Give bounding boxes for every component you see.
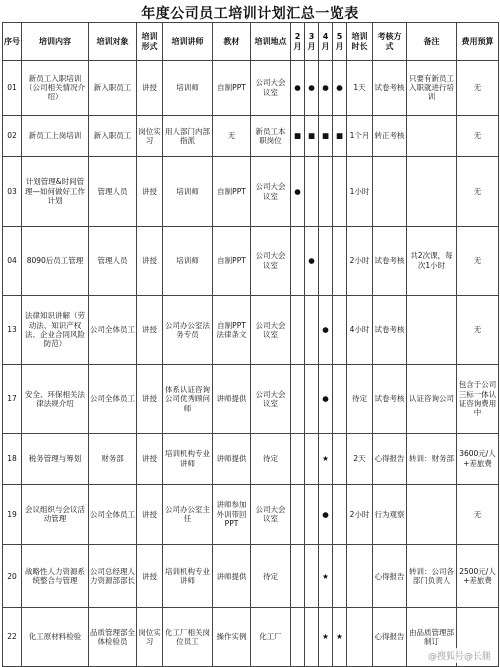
cell-note <box>407 115 457 157</box>
cell-place: 公司大会议室 <box>251 484 291 545</box>
cell-budget: 3600元/人+差旅费 <box>457 434 499 484</box>
cell-trainer: 用人部门内部指派 <box>163 115 213 157</box>
cell-note: 转训：公司各部门负责人 <box>407 545 457 608</box>
cell-content: 安全、环保相关法律法规介绍 <box>22 365 89 434</box>
cell-duration <box>347 545 373 608</box>
cell-duration: 2小时 <box>347 226 373 295</box>
schedule-mark-cell <box>291 545 305 608</box>
table-row <box>3 365 499 434</box>
table-row <box>3 545 499 608</box>
cell-content: 会议组织与会议活动管理 <box>22 484 89 545</box>
cell-trainer: 公司办公室主任 <box>163 484 213 545</box>
schedule-mark-cell <box>333 295 347 364</box>
cell-exam: 试卷考核 <box>373 295 407 364</box>
cell-no: 01 <box>3 61 22 116</box>
schedule-mark-cell: ● <box>319 61 333 116</box>
cell-duration: 4小时 <box>347 295 373 364</box>
table-row <box>3 115 499 157</box>
cell-content: 税务管理与筹划 <box>22 434 89 484</box>
cell-target: 公司总经理人力资源部部长 <box>89 545 137 608</box>
cell-duration: 1天 <box>347 61 373 116</box>
cell-exam: 心得报告 <box>373 608 407 667</box>
cell-material: 讲师提供 <box>213 545 251 608</box>
cell-form: 讲授 <box>137 545 163 608</box>
cell-place: 待定 <box>251 434 291 484</box>
cell-no: 20 <box>3 545 22 608</box>
cell-trainer: 培训师 <box>163 157 213 226</box>
schedule-mark-cell: ● <box>291 61 305 116</box>
table-row <box>3 61 499 116</box>
table-row <box>3 484 499 545</box>
cell-form: 讲授 <box>137 157 163 226</box>
schedule-mark-cell: ★ <box>319 545 333 608</box>
cell-exam: 转正考核 <box>373 115 407 157</box>
cell-content: 战略性人力资源系统整合与管理 <box>22 545 89 608</box>
column-header: 2月 <box>291 23 305 61</box>
schedule-mark-cell <box>333 484 347 545</box>
column-header: 培训时长 <box>347 23 373 61</box>
table-row <box>3 157 499 226</box>
cell-duration: 1个月 <box>347 115 373 157</box>
cell-material: 自制PPT <box>213 226 251 295</box>
column-header: 培训地点 <box>251 23 291 61</box>
cell-content: 计划管理&时间管理—如何做好工作计划 <box>22 157 89 226</box>
cell-exam <box>373 157 407 226</box>
schedule-mark-cell <box>305 545 319 608</box>
cell-form: 岗位实习 <box>137 115 163 157</box>
schedule-mark-cell <box>319 226 333 295</box>
cell-budget: 无 <box>457 226 499 295</box>
column-header: 3月 <box>305 23 319 61</box>
schedule-mark-cell <box>291 484 305 545</box>
schedule-mark-cell <box>333 545 347 608</box>
schedule-mark-cell <box>333 157 347 226</box>
schedule-mark-cell <box>291 365 305 434</box>
column-header: 培训讲师 <box>163 23 213 61</box>
cell-duration: 2天 <box>347 434 373 484</box>
cell-no: 04 <box>3 226 22 295</box>
cell-budget: 无 <box>457 157 499 226</box>
cell-note: 只要有新员工入职就进行培训 <box>407 61 457 116</box>
schedule-mark-cell <box>291 608 305 667</box>
cell-exam: 试卷考核 <box>373 226 407 295</box>
schedule-mark-cell: ● <box>305 226 319 295</box>
cell-content: 法律知识讲解（劳动法、知识产权法、企业合同风险防范） <box>22 295 89 364</box>
cell-target: 新入职员工 <box>89 115 137 157</box>
schedule-mark-cell <box>305 295 319 364</box>
cell-form: 讲授 <box>137 295 163 364</box>
cell-note: 共2次课，每次1小时 <box>407 226 457 295</box>
column-header: 5月 <box>333 23 347 61</box>
cell-trainer: 公司办公室法务专员 <box>163 295 213 364</box>
cell-material: 讲师参加外训带回PPT <box>213 484 251 545</box>
schedule-mark-cell <box>333 365 347 434</box>
cell-form: 讲授 <box>137 434 163 484</box>
schedule-mark-cell <box>305 157 319 226</box>
column-header: 培训形式 <box>137 23 163 61</box>
cell-duration: 1小时 <box>347 157 373 226</box>
cell-form: 讲授 <box>137 484 163 545</box>
cell-note <box>407 157 457 226</box>
cell-material: 讲师提供 <box>213 365 251 434</box>
schedule-mark-cell <box>333 226 347 295</box>
cell-budget: 无 <box>457 61 499 116</box>
column-header: 序号 <box>3 23 22 61</box>
cell-no: 02 <box>3 115 22 157</box>
schedule-mark-cell: ■ <box>333 115 347 157</box>
cell-trainer: 培训师 <box>163 226 213 295</box>
cell-budget: 无 <box>457 295 499 364</box>
table-row <box>3 226 499 295</box>
cell-duration: 2小时 <box>347 484 373 545</box>
cell-content: 化工原材料检验 <box>22 608 89 667</box>
cell-budget: 2500元/人+差旅费 <box>457 545 499 608</box>
cell-trainer: 培训机构专业讲师 <box>163 434 213 484</box>
schedule-mark-cell <box>305 365 319 434</box>
column-header: 考核方式 <box>373 23 407 61</box>
cell-place: 公司大会议室 <box>251 157 291 226</box>
cell-no: 19 <box>3 484 22 545</box>
schedule-mark-cell <box>305 434 319 484</box>
cell-place: 新员工本职岗位 <box>251 115 291 157</box>
column-header: 备注 <box>407 23 457 61</box>
cell-exam: 行为观察 <box>373 484 407 545</box>
cell-place: 公司大会议室 <box>251 61 291 116</box>
cell-material: 自制PPT <box>213 157 251 226</box>
cell-target: 公司全体员工 <box>89 484 137 545</box>
cell-content: 8090后员工管理 <box>22 226 89 295</box>
schedule-mark-cell: ■ <box>319 115 333 157</box>
schedule-mark-cell: ★ <box>319 608 333 667</box>
cell-material: 自制PPT <box>213 61 251 116</box>
table-row <box>3 295 499 364</box>
schedule-mark-cell <box>291 226 305 295</box>
schedule-mark-cell: ● <box>319 295 333 364</box>
watermark: @搜狐号@长腿 <box>425 648 494 663</box>
schedule-mark-cell <box>291 295 305 364</box>
cell-exam: 试卷考核 <box>373 61 407 116</box>
schedule-mark-cell: ● <box>291 157 305 226</box>
cell-place: 化工厂 <box>251 608 291 667</box>
cell-no: 22 <box>3 608 22 667</box>
cell-place: 待定 <box>251 545 291 608</box>
cell-budget: 包含于公司三标一体认证咨询费用中 <box>457 365 499 434</box>
cell-form: 讲授 <box>137 226 163 295</box>
cell-content: 新员工入职培训（公司相关情况介绍） <box>22 61 89 116</box>
cell-target: 管理人员 <box>89 157 137 226</box>
header-row <box>3 23 499 61</box>
cell-place: 公司大会议室 <box>251 226 291 295</box>
column-header: 培训内容 <box>22 23 89 61</box>
schedule-mark-cell: ● <box>319 484 333 545</box>
schedule-mark-cell: ★ <box>319 434 333 484</box>
schedule-mark-cell: ● <box>305 61 319 116</box>
schedule-mark-cell <box>319 157 333 226</box>
cell-target: 公司全体员工 <box>89 365 137 434</box>
cell-duration: 待定 <box>347 365 373 434</box>
schedule-mark-cell: ■ <box>291 115 305 157</box>
cell-exam: 试卷考核 <box>373 365 407 434</box>
cell-target: 公司全体员工 <box>89 295 137 364</box>
cell-no: 03 <box>3 157 22 226</box>
cell-no: 17 <box>3 365 22 434</box>
cell-duration <box>347 608 373 667</box>
cell-material: 无 <box>213 115 251 157</box>
schedule-mark-cell <box>305 484 319 545</box>
training-plan-table <box>2 22 499 667</box>
cell-target: 新入职员工 <box>89 61 137 116</box>
cell-form: 讲授 <box>137 365 163 434</box>
cell-exam: 心得报告 <box>373 434 407 484</box>
cell-no: 18 <box>3 434 22 484</box>
schedule-mark-cell <box>305 608 319 667</box>
cell-content: 新员工上岗培训 <box>22 115 89 157</box>
table-row <box>3 434 499 484</box>
schedule-mark-cell: ● <box>333 61 347 116</box>
schedule-mark-cell <box>333 434 347 484</box>
cell-place: 公司大会议室 <box>251 295 291 364</box>
cell-material: 操作实例 <box>213 608 251 667</box>
column-header: 培训对象 <box>89 23 137 61</box>
cell-trainer: 培训机构专业讲师 <box>163 545 213 608</box>
cell-note: 由品质管理部制订 <box>407 608 457 667</box>
cell-target: 品质管理部全体检验员 <box>89 608 137 667</box>
cell-material: 自制PPT法律条文 <box>213 295 251 364</box>
cell-target: 管理人员 <box>89 226 137 295</box>
schedule-mark-cell: ★ <box>333 608 347 667</box>
schedule-mark-cell <box>291 434 305 484</box>
page-title: 年度公司员工培训计划汇总一览表 <box>141 6 359 22</box>
column-header: 4月 <box>319 23 333 61</box>
cell-target: 财务部 <box>89 434 137 484</box>
cell-note: 认证咨询公司 <box>407 365 457 434</box>
cell-place: 公司大会议室 <box>251 365 291 434</box>
cell-note <box>407 295 457 364</box>
schedule-mark-cell: ● <box>319 365 333 434</box>
cell-trainer: 化工厂相关岗位员工 <box>163 608 213 667</box>
cell-budget: 无 <box>457 484 499 545</box>
column-header: 费用预算 <box>457 23 499 61</box>
cell-note: 转训：财务部 <box>407 434 457 484</box>
cell-trainer: 培训师 <box>163 61 213 116</box>
cell-exam: 心得报告 <box>373 545 407 608</box>
cell-form: 岗位实习 <box>137 608 163 667</box>
column-header: 教材 <box>213 23 251 61</box>
cell-form: 讲授 <box>137 61 163 116</box>
cell-material: 讲师提供 <box>213 434 251 484</box>
schedule-mark-cell: ■ <box>305 115 319 157</box>
cell-budget: 无 <box>457 115 499 157</box>
cell-no: 13 <box>3 295 22 364</box>
cell-note <box>407 484 457 545</box>
cell-trainer: 体系认证咨询公司优秀顾问师 <box>163 365 213 434</box>
